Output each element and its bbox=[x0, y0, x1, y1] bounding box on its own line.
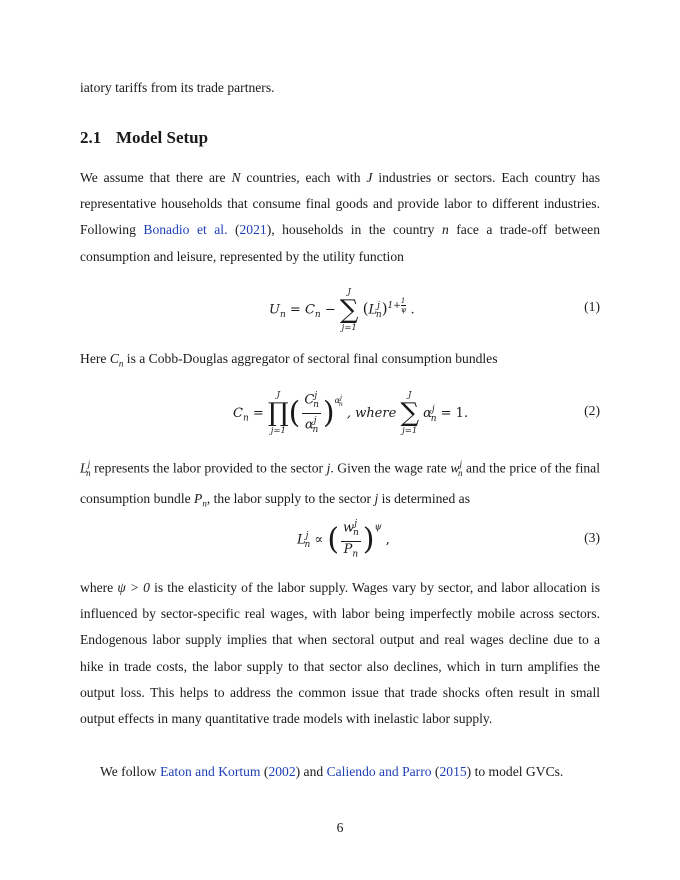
text: , the labor supply to the sector bbox=[206, 491, 375, 507]
exp-den: ψ bbox=[400, 306, 407, 315]
math-sub: n bbox=[202, 499, 207, 510]
limit-bottom: j=1 bbox=[270, 426, 286, 437]
math-sub: n bbox=[86, 468, 91, 479]
eq-symbol: P bbox=[343, 541, 353, 557]
citation-year-link-caliendo-parro[interactable]: 2015 bbox=[439, 764, 467, 779]
citation-link-eaton-kortum[interactable]: Eaton and Kortum bbox=[160, 764, 261, 779]
exponent: ψ bbox=[374, 522, 382, 533]
limit-bottom: j=1 bbox=[341, 323, 357, 333]
section-number: 2.1 bbox=[80, 128, 102, 147]
eq-symbol: α bbox=[334, 395, 341, 405]
math-var: N bbox=[231, 170, 241, 185]
math-sup: j bbox=[459, 459, 462, 469]
sum-symbol: ∑ bbox=[339, 295, 359, 325]
text: face a trade-off between consumption and leisure, represented by the utility function bbox=[80, 222, 600, 264]
math-var: L bbox=[80, 460, 88, 476]
equation-number: (1) bbox=[584, 299, 600, 314]
paragraph-model-assumptions bbox=[80, 165, 600, 270]
limit-bottom: j=1 bbox=[402, 426, 418, 437]
math-var: j bbox=[374, 491, 379, 507]
math-var: J bbox=[366, 170, 373, 185]
eq-sub: n bbox=[242, 413, 249, 424]
eq-sup: j bbox=[340, 394, 342, 402]
equation-2-body: $C_n$ = J ∏ j=1 ( $\frac{C^j_n}{\alpha^j_n}$ )$^{\alpha^j_n}$ , where J ∑ j=1 $\alpha^j_n = 1$. bbox=[233, 390, 469, 437]
text: We assume that there are bbox=[80, 170, 232, 185]
eq-sup: j bbox=[431, 404, 435, 415]
text: where bbox=[80, 580, 118, 595]
eq-sub: n bbox=[352, 527, 359, 538]
math-var: j bbox=[326, 460, 331, 476]
math-sub: n bbox=[457, 468, 463, 479]
text: ( bbox=[431, 764, 440, 779]
page-number: 6 bbox=[336, 820, 344, 835]
equation-2 bbox=[80, 389, 600, 435]
eq-punct: , bbox=[385, 532, 390, 548]
text: ), households in the country bbox=[266, 222, 442, 238]
limit-top: J bbox=[347, 287, 351, 297]
equation-3-body: $L^j_n$ ∝ ( $\frac{w^j_n}{P_n}$ )$^\psi$ , bbox=[297, 517, 390, 563]
equation-3 bbox=[80, 517, 600, 561]
eq-symbol: α bbox=[304, 417, 314, 433]
product-operator bbox=[268, 390, 289, 436]
eq-symbol: U bbox=[269, 302, 280, 318]
math-var: P bbox=[194, 491, 203, 507]
text: and the price of the final consumption bundle bbox=[80, 460, 600, 507]
eq-sub: n bbox=[375, 310, 382, 321]
text: We follow bbox=[100, 764, 161, 779]
eq-sup: j bbox=[305, 530, 309, 541]
product-symbol: ∏ bbox=[267, 398, 289, 429]
eq-sup: j bbox=[377, 301, 380, 312]
math-expr: ψ > 0 bbox=[117, 580, 150, 595]
eq-op: ∝ bbox=[314, 532, 324, 548]
eq-sup: j bbox=[354, 519, 357, 529]
text: ( bbox=[260, 764, 269, 779]
eq-punct: . bbox=[410, 302, 415, 318]
text: is the elasticity of the labor supply. Wages vary by sector, and labor allocation is influenced by sector-specific real wages, with labor being imperfectly mobile across sectors. Endogenous labor supply implies that when sectoral output and real wages decline due to a hike in trade costs, the labor supply to that sector also declines, which in turn amplifies the output loss. This helps to address the common issue that trade shocks often result in small output effects in many quantitative trade models with inelastic labor supply. bbox=[80, 580, 600, 727]
section-heading bbox=[80, 128, 208, 148]
eq-sub: n bbox=[312, 424, 319, 435]
text: industries or sectors. Each country has representative households that consume final goods and provide labor to different industries. Following bbox=[80, 170, 600, 238]
equation-number: (2) bbox=[584, 403, 600, 418]
text: countries, each with bbox=[240, 170, 367, 185]
text: represents the labor provided to the sector bbox=[90, 460, 327, 476]
eq-symbol: L bbox=[297, 532, 306, 548]
eq-symbol: C bbox=[233, 405, 243, 421]
text: ) and bbox=[295, 764, 327, 779]
exponent bbox=[387, 297, 407, 315]
limit-top: J bbox=[408, 390, 412, 401]
equation-1 bbox=[80, 287, 600, 333]
eq-op: − bbox=[324, 302, 336, 318]
paragraph-gvc bbox=[80, 759, 600, 785]
eq-op: = bbox=[289, 302, 301, 318]
citation-year-link-bonadio[interactable]: 2021 bbox=[239, 222, 267, 238]
text: is determined as bbox=[378, 491, 470, 507]
eq-sup: j bbox=[313, 415, 317, 426]
sum-symbol: ∑ bbox=[400, 398, 419, 429]
eq-sub: n bbox=[313, 399, 319, 410]
eq-symbol: w bbox=[343, 520, 355, 536]
citation-link-bonadio[interactable]: Bonadio et al. bbox=[143, 222, 228, 238]
paragraph-cobb-douglas bbox=[80, 346, 600, 377]
eq-rhs: = 1. bbox=[440, 405, 469, 421]
text: is a Cobb-Douglas aggregator of sectoral final consumption bundles bbox=[123, 351, 498, 366]
paragraph-labor-supply bbox=[80, 451, 600, 517]
sum-operator bbox=[400, 390, 419, 436]
text: ) to model GVCs. bbox=[466, 764, 564, 779]
math-sub: n bbox=[118, 358, 124, 369]
equation-1-body: $U_n = C_n$ − J ∑ j=1 $(L^j_n)^{1+ \frac{1}{\psi}}$ . bbox=[269, 287, 415, 333]
eq-symbol: C bbox=[304, 302, 315, 318]
exp-text: 1+ bbox=[387, 301, 401, 312]
eq-sub: n bbox=[338, 400, 343, 408]
continuation-line: iatory tariffs from its trade partners. bbox=[80, 80, 275, 95]
eq-sub: n bbox=[430, 413, 437, 424]
math-sup: j bbox=[87, 459, 91, 469]
exponent bbox=[334, 394, 343, 408]
text: Here bbox=[80, 351, 110, 366]
math-var: n bbox=[441, 222, 449, 238]
eq-sub: n bbox=[314, 310, 321, 321]
limit-top: J bbox=[276, 390, 280, 401]
text: . Given the wage rate bbox=[330, 460, 451, 476]
eq-sub: n bbox=[352, 549, 359, 560]
eq-symbol: α bbox=[423, 405, 432, 421]
citation-year-link-eaton-kortum[interactable]: 2002 bbox=[268, 764, 296, 779]
eq-sub: n bbox=[304, 539, 311, 550]
citation-link-caliendo-parro[interactable]: Caliendo and Parro bbox=[326, 764, 432, 779]
exp-num: 1 bbox=[400, 297, 406, 306]
eq-sup: j bbox=[314, 391, 318, 401]
sum-operator bbox=[340, 287, 359, 333]
text: ( bbox=[227, 222, 240, 238]
eq-text: , where bbox=[346, 405, 397, 421]
paragraph-elasticity bbox=[80, 575, 600, 732]
math-var: w bbox=[450, 460, 460, 476]
eq-sub: n bbox=[279, 310, 286, 321]
fraction bbox=[302, 389, 321, 438]
section-title: Model Setup bbox=[116, 128, 209, 147]
equation-number: (3) bbox=[584, 530, 600, 545]
fraction bbox=[341, 517, 361, 563]
eq-symbol: C bbox=[304, 392, 315, 408]
eq-symbol: L bbox=[368, 302, 378, 318]
math-var: C bbox=[109, 351, 119, 366]
